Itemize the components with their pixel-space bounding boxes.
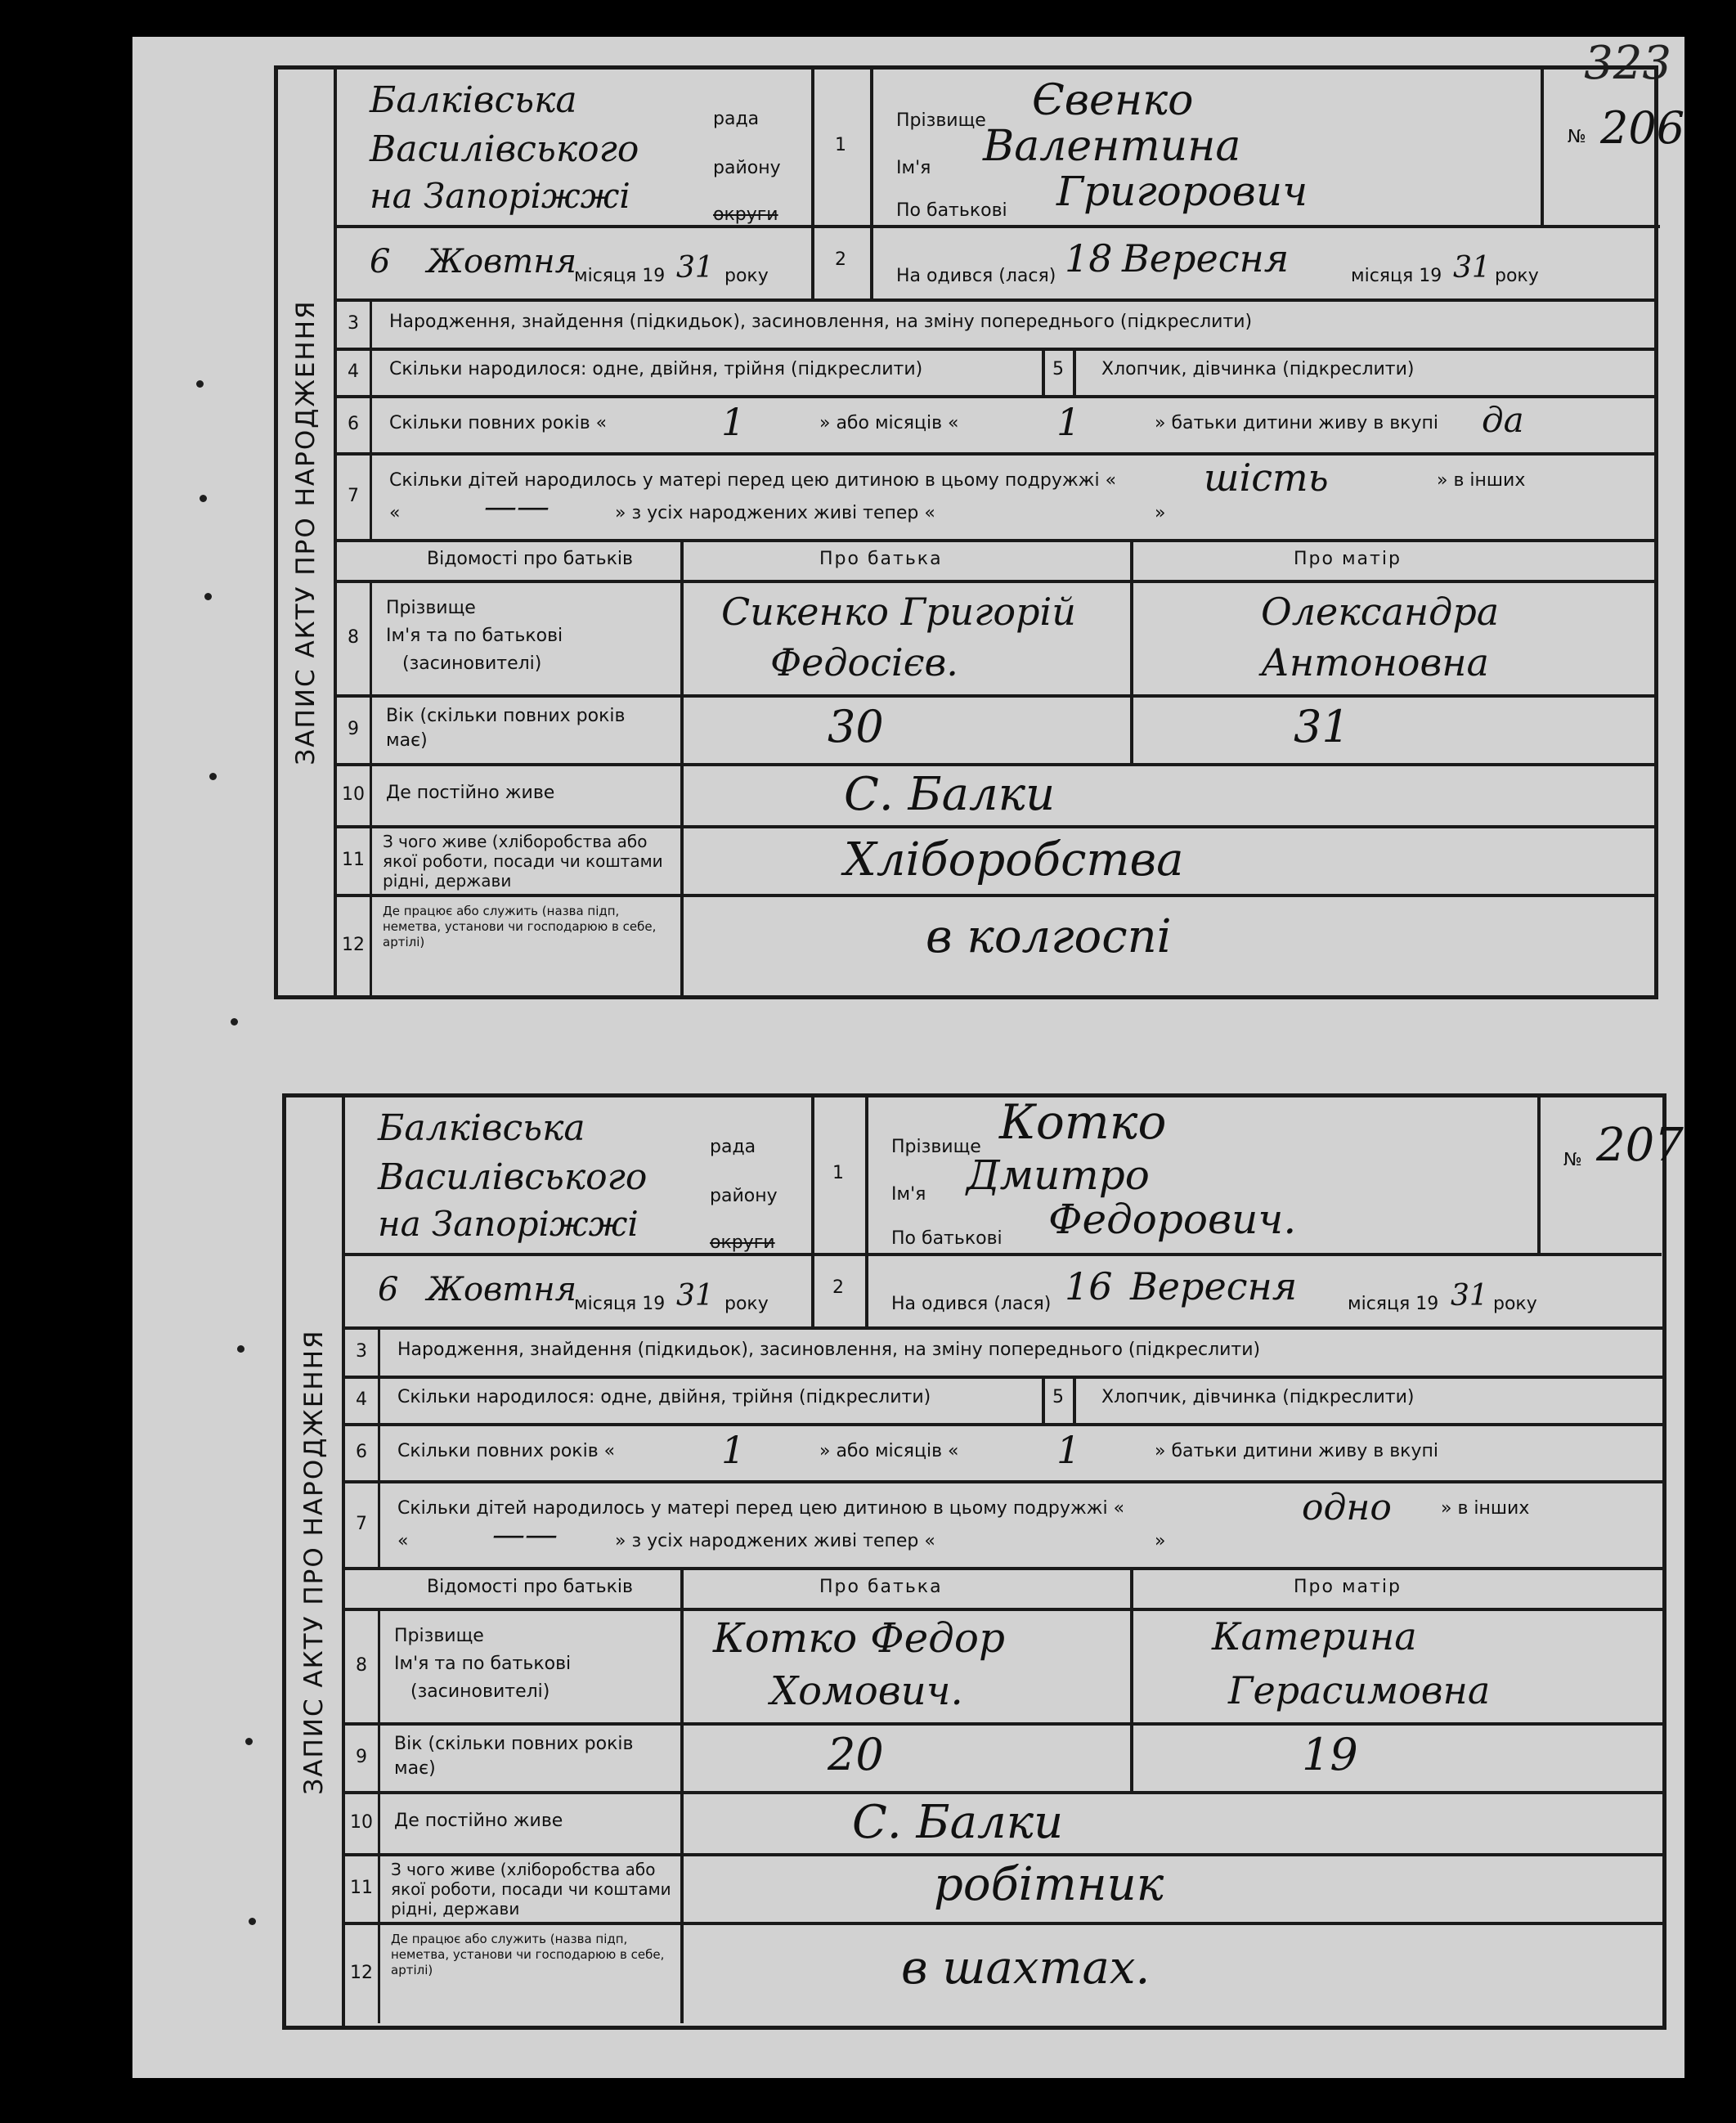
mother-name-1: Олександра (1261, 590, 1500, 634)
row-10: 10 Де постійно живе С. Балки (345, 1791, 1662, 1856)
residence-value: С. Балки (852, 1796, 1064, 1849)
record-header (337, 70, 1685, 302)
row12-label: Де працює або служить (назва підп, неметва, установи чи господарюю в себе, артілі) (391, 1932, 665, 1977)
okrug-label: округи (713, 204, 778, 225)
row6-label-c: » батьки дитини живу в вкупі (1155, 1441, 1438, 1461)
row-11: 11 З чого живе (хліборобства або якої роботи, посади чи коштами рідні, держави Хліборобства (337, 825, 1654, 897)
row-12: 12 Де працює або служить (назва підп, неметва, установи чи господарюю в себе, артілі) в колгоспі (337, 894, 1654, 995)
months-value: 1 (1056, 400, 1081, 444)
row7-close-quote: » (1155, 503, 1166, 523)
together-value: да (1482, 400, 1524, 440)
record-sidebar (278, 70, 337, 995)
name-value: Валентина (983, 122, 1241, 171)
row6-label-b: » або місяців « (819, 413, 959, 433)
row6-label-b: » або місяців « (819, 1441, 959, 1461)
reg-month: Жовтня (427, 243, 577, 281)
rada-value: Балківська (378, 1107, 585, 1149)
binding-hole (204, 593, 212, 600)
field-num-5: 5 (1052, 1387, 1064, 1407)
row8-label-3: (засиновителі) (402, 653, 542, 674)
row7-label-b: » в інших (1437, 470, 1526, 491)
rada-label: рада (713, 109, 760, 129)
number-label: № (1568, 127, 1586, 147)
reg-month: Жовтня (427, 1271, 577, 1308)
patronymic-value: Федорович. (1048, 1196, 1297, 1243)
binding-hole (209, 773, 217, 780)
birth-record-207 (282, 1093, 1684, 2030)
raion-value: Василівського (378, 1156, 648, 1198)
occupation-value: Хліборобства (844, 833, 1184, 886)
reg-day: 6 (370, 243, 391, 281)
row-11: 11 З чого живе (хліборобства або якої роботи, посади чи коштами рідні, держави робітник (345, 1853, 1662, 1925)
row12-label: Де працює або служить (назва підп, неметва, установи чи господарюю в себе, артілі) (383, 904, 657, 949)
binding-hole (231, 1018, 238, 1026)
hdr-father: Про батька (819, 549, 943, 569)
birth-day: 18 (1065, 236, 1113, 281)
years-value: 1 (721, 400, 746, 444)
row8-label-2: Ім'я та по батькові (394, 1654, 572, 1674)
field-num-2: 2 (832, 1277, 844, 1298)
row8-label-3: (засиновителі) (410, 1681, 550, 1702)
record-sidebar (286, 1097, 345, 2026)
patronymic-label: По батькові (891, 1228, 1003, 1249)
name-label: Ім'я (896, 158, 931, 178)
record-number: 206 (1600, 102, 1685, 154)
reg-year: 31 (676, 251, 714, 285)
father-name-1: Сикенко Григорій (721, 590, 1076, 634)
row4-text: Скільки народилося: одне, двійня, трійня (підкреслити) (397, 1387, 931, 1407)
children-before-value: шість (1204, 456, 1329, 500)
row6-label-c: » батьки дитини живу в вкупі (1155, 413, 1438, 433)
hdr-mother: Про матір (1294, 549, 1402, 569)
row-10: 10 Де постійно живе С. Балки (337, 763, 1654, 828)
field-num-1: 1 (832, 1163, 844, 1183)
row9-label: Вік (скільки повних років має) (394, 1734, 634, 1779)
row5-text: Хлопчик, дівчинка (підкреслити) (1101, 359, 1415, 379)
name-value: Дмитро (967, 1151, 1150, 1199)
birth-month-label: місяця 19 (1351, 266, 1442, 286)
raion-value: Василівського (370, 128, 639, 170)
mother-age: 31 (1294, 701, 1350, 752)
binding-hole (200, 495, 207, 502)
row10-label: Де постійно живе (386, 783, 555, 803)
workplace-value: в колгоспі (926, 910, 1172, 963)
field-num-2: 2 (835, 249, 846, 270)
birth-month-label: місяця 19 (1348, 1294, 1439, 1314)
patronymic-value: Григорович (1056, 168, 1308, 215)
row7-open-quote: « (397, 1531, 409, 1551)
row11-label: З чого живе (хліборобства або якої роботи, посади чи коштами рідні, держави (383, 832, 663, 891)
row-8: 8 Прізвище Ім'я та по батькові (засиновителі) Котко Федор Хомович. Катерина Герасимовна (345, 1608, 1662, 1726)
reg-month-label: місяця 19 (574, 266, 666, 286)
birth-month: Вересня (1130, 1264, 1298, 1308)
row6-label-a: Скільки повних років « (389, 413, 608, 433)
years-value: 1 (721, 1428, 746, 1472)
hdr-father: Про батька (819, 1577, 943, 1597)
row-6: 6 Скільки повних років « 1 » або місяців « 1 » батьки дитини живу в вкупі (345, 1423, 1662, 1483)
row-9: 9 Вік (скільки повних років має) 30 31 (337, 694, 1654, 766)
row8-label-1: Прізвище (386, 598, 476, 618)
occupation-value: робітник (934, 1858, 1164, 1911)
mother-age: 19 (1302, 1729, 1358, 1780)
father-age: 20 (828, 1729, 884, 1780)
parents-header (345, 1567, 1662, 1611)
surname-label: Прізвище (896, 110, 986, 131)
row-3: 3 Народження, знайдення (підкидьок), засиновлення, на зміну попереднього (підкреслити) (337, 298, 1654, 351)
birth-year: 31 (1451, 1279, 1488, 1313)
reg-day: 6 (378, 1271, 399, 1308)
sidebar-title: ЗАПИС АКТУ ПРО НАРОДЖЕННЯ (291, 299, 321, 765)
row8-label-2: Ім'я та по батькові (386, 626, 563, 646)
row7-close-quote: » (1155, 1531, 1166, 1551)
months-value: 1 (1056, 1428, 1081, 1472)
row7-label-a: Скільки дітей народилось у матері перед цею дитиною в цьому подружжі « (389, 470, 1117, 491)
birth-month: Вересня (1122, 236, 1290, 281)
row-7: 7 Скільки дітей народилось у матері перед цею дитиною в цьому подружжі « одно » в інших « —— » з усіх народжених живі тепер « » (345, 1480, 1662, 1570)
birth-year: 31 (1453, 251, 1491, 285)
children-before-value: одно (1302, 1487, 1392, 1528)
okrug-value: на Запоріжжі (370, 176, 630, 216)
row-3: 3 Народження, знайдення (підкидьок), засиновлення, на зміну попереднього (підкреслити) (345, 1326, 1662, 1379)
hdr-parents: Відомості про батьків (427, 549, 633, 569)
mother-name-1: Катерина (1212, 1614, 1417, 1658)
hdr-mother: Про матір (1294, 1577, 1402, 1597)
row4-text: Скільки народилося: одне, двійня, трійня (підкреслити) (389, 359, 923, 379)
row7-open-quote: « (389, 503, 401, 523)
row-4: 4 Скільки народилося: одне, двійня, трійня (підкреслити) 5 Хлопчик, дівчинка (підкреслити) (337, 348, 1654, 398)
row7-label-c: » з усіх народжених живі тепер « (615, 1531, 935, 1551)
binding-hole (245, 1738, 253, 1745)
father-name-1: Котко Федор (713, 1614, 1005, 1662)
okrug-label: округи (710, 1232, 775, 1253)
workplace-value: в шахтах. (901, 1941, 1151, 1995)
record-header (345, 1094, 1684, 1330)
field-num-5: 5 (1052, 359, 1064, 379)
row-4: 4 Скільки народилося: одне, двійня, трійня (підкреслити) 5 Хлопчик, дівчинка (підкреслити) (345, 1376, 1662, 1426)
surname-value: Котко (999, 1094, 1167, 1150)
rada-value: Балківська (370, 79, 577, 121)
reg-year: 31 (676, 1279, 714, 1313)
reg-year-label: року (724, 1294, 769, 1314)
record-number: 207 (1596, 1119, 1684, 1172)
father-name-2: Федосієв. (770, 640, 958, 684)
row-7: 7 Скільки дітей народилось у матері перед цею дитиною в цьому подружжі « шість » в інших « —— » з усіх народжених живі тепер « » (337, 452, 1654, 542)
row6-label-a: Скільки повних років « (397, 1441, 616, 1461)
row3-text: Народження, знайдення (підкидьок), засиновлення, на зміну попереднього (підкреслити) (397, 1340, 1261, 1360)
row7-label-b: » в інших (1441, 1498, 1530, 1519)
mother-name-2: Антоновна (1261, 640, 1489, 684)
patronymic-label: По батькові (896, 200, 1007, 221)
surname-label: Прізвище (891, 1137, 981, 1157)
row8-label-1: Прізвище (394, 1626, 484, 1646)
surname-value: Євенко (1032, 76, 1194, 125)
birth-year-label: року (1493, 1294, 1537, 1314)
children-other-value: —— (492, 1516, 558, 1554)
birth-day: 16 (1065, 1264, 1113, 1308)
row5-text: Хлопчик, дівчинка (підкреслити) (1101, 1387, 1415, 1407)
binding-hole (237, 1345, 244, 1353)
row11-label: З чого живе (хліборобства або якої роботи, посади чи коштами рідні, держави (391, 1860, 671, 1919)
birth-record-206 (274, 65, 1685, 999)
row7-label-a: Скільки дітей народилось у матері перед цею дитиною в цьому подружжі « (397, 1498, 1125, 1519)
row-6: 6 Скільки повних років « 1 » або місяців « 1 » батьки дитини живу в вкупі да (337, 395, 1654, 456)
reg-month-label: місяця 19 (574, 1294, 666, 1314)
father-age: 30 (828, 701, 884, 752)
okrug-value: на Запоріжжі (378, 1204, 639, 1244)
sidebar-title: ЗАПИС АКТУ ПРО НАРОДЖЕННЯ (299, 1328, 329, 1795)
hdr-parents: Відомості про батьків (427, 1577, 633, 1597)
row3-text: Народження, знайдення (підкидьок), засиновлення, на зміну попереднього (підкреслити) (389, 312, 1253, 332)
page-number: 323 (1584, 37, 1671, 90)
reg-year-label: року (724, 266, 769, 286)
row10-label: Де постійно живе (394, 1811, 563, 1831)
binding-hole (196, 380, 204, 388)
mother-name-2: Герасимовна (1228, 1668, 1491, 1712)
binding-hole (249, 1918, 256, 1925)
row-9: 9 Вік (скільки повних років має) 20 19 (345, 1722, 1662, 1794)
rada-label: рада (710, 1137, 756, 1157)
children-other-value: —— (484, 488, 550, 526)
father-name-2: Хомович. (770, 1668, 963, 1714)
row-12: 12 Де працює або служить (назва підп, неметва, установи чи господарюю в себе, артілі) в шахтах. (345, 1922, 1662, 2023)
birth-year-label: року (1495, 266, 1539, 286)
birth-label: На одився (лася) (891, 1294, 1052, 1314)
parents-header (337, 539, 1654, 583)
row9-label: Вік (скільки повних років має) (386, 706, 626, 751)
raion-label: району (710, 1186, 778, 1206)
birth-label: На одився (лася) (896, 266, 1056, 286)
residence-value: С. Балки (844, 768, 1056, 821)
field-num-1: 1 (835, 135, 846, 155)
row7-label-c: » з усіх народжених живі тепер « (615, 503, 935, 523)
row-8: 8 Прізвище Ім'я та по батькові (засиновителі) Сикенко Григорій Федосієв. Олександра Антоновна (337, 580, 1654, 698)
name-label: Ім'я (891, 1184, 926, 1205)
number-label: № (1563, 1150, 1582, 1170)
raion-label: району (713, 158, 781, 178)
